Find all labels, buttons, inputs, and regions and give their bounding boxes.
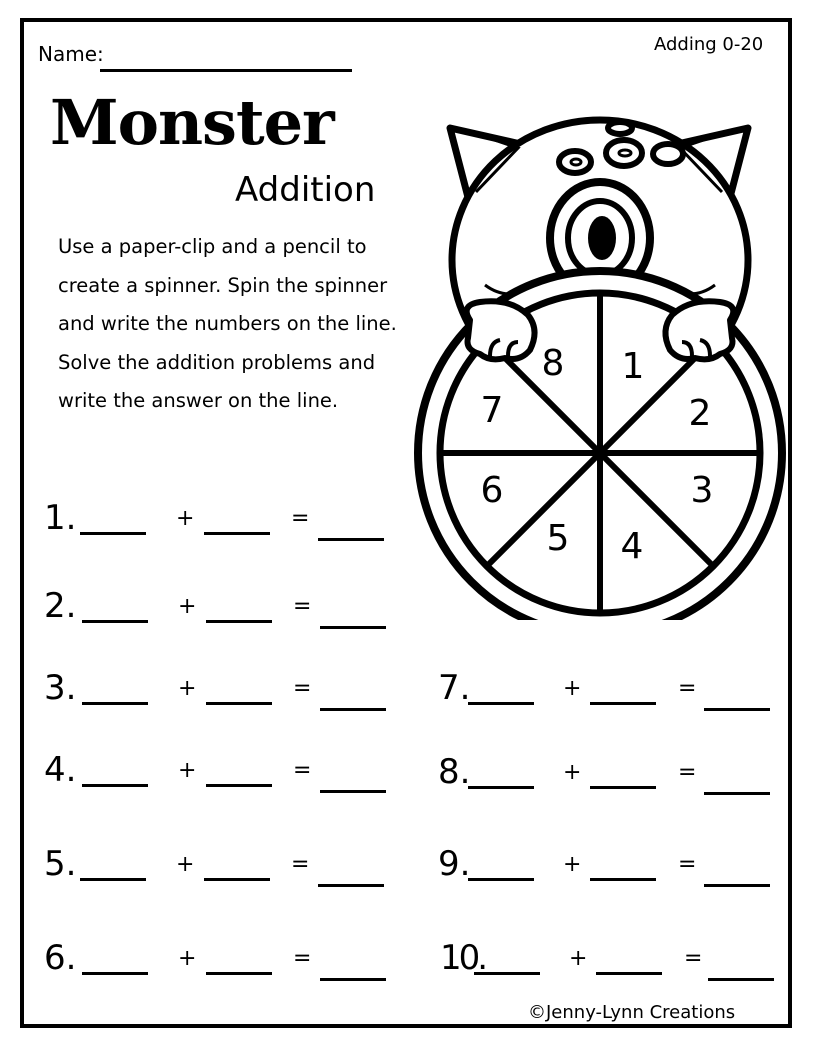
worksheet-title: Monster xyxy=(50,86,334,159)
answer-blank[interactable] xyxy=(318,538,384,541)
answer-blank[interactable] xyxy=(320,708,386,711)
spinner-number: 6 xyxy=(480,470,504,511)
instructions-text: Use a paper-clip and a pencil to create a spinner. Spin the spinner and write the numbers on the line. Solve the addition problems and write the answer on the line. xyxy=(58,235,397,412)
problem-number: 4. xyxy=(44,750,77,790)
addend-blank[interactable] xyxy=(206,972,272,975)
addend-blank[interactable] xyxy=(80,878,146,881)
problem-number: 8. xyxy=(438,752,471,792)
plus-sign: + xyxy=(563,852,582,877)
answer-blank[interactable] xyxy=(704,884,770,887)
addend-blank[interactable] xyxy=(468,786,534,789)
addend-blank[interactable] xyxy=(590,878,656,881)
addend-blank[interactable] xyxy=(596,972,662,975)
spinner-number: 7 xyxy=(480,390,504,431)
name-label: Name: xyxy=(38,42,104,66)
problem-number: 1. xyxy=(44,498,77,538)
equals-sign: = xyxy=(678,760,697,785)
answer-blank[interactable] xyxy=(318,884,384,887)
answer-blank[interactable] xyxy=(704,708,770,711)
name-line[interactable] xyxy=(100,69,352,72)
plus-sign: + xyxy=(178,676,197,701)
addend-blank[interactable] xyxy=(206,784,272,787)
spinner-number: 2 xyxy=(688,393,712,434)
spinner-number: 3 xyxy=(690,470,714,511)
equals-sign: = xyxy=(678,676,697,701)
addend-blank[interactable] xyxy=(590,786,656,789)
copyright-credit: ©Jenny-Lynn Creations xyxy=(528,1002,736,1023)
problem-number: 5. xyxy=(44,844,77,884)
answer-blank[interactable] xyxy=(320,978,386,981)
plus-sign: + xyxy=(178,946,197,971)
equals-sign: = xyxy=(293,594,312,619)
addend-blank[interactable] xyxy=(80,532,146,535)
equals-sign: = xyxy=(678,852,697,877)
answer-blank[interactable] xyxy=(320,790,386,793)
spinner-number: 8 xyxy=(541,343,565,384)
equals-sign: = xyxy=(684,946,703,971)
problem-number: 2. xyxy=(44,586,77,626)
addend-blank[interactable] xyxy=(206,702,272,705)
addend-blank[interactable] xyxy=(82,972,148,975)
problem-number: 9. xyxy=(438,844,471,884)
right-hand-icon xyxy=(665,301,733,359)
addend-blank[interactable] xyxy=(474,972,540,975)
addend-blank[interactable] xyxy=(82,784,148,787)
plus-sign: + xyxy=(178,594,197,619)
equals-sign: = xyxy=(291,506,310,531)
plus-sign: + xyxy=(178,758,197,783)
problem-number: 3. xyxy=(44,668,77,708)
monster-spinner-illustration xyxy=(410,110,790,620)
addend-blank[interactable] xyxy=(82,620,148,623)
plus-sign: + xyxy=(563,676,582,701)
addend-blank[interactable] xyxy=(206,620,272,623)
spinner-number: 4 xyxy=(620,526,644,567)
equals-sign: = xyxy=(293,946,312,971)
plus-sign: + xyxy=(176,506,195,531)
answer-blank[interactable] xyxy=(708,978,774,981)
addend-blank[interactable] xyxy=(204,878,270,881)
addend-blank[interactable] xyxy=(468,702,534,705)
level-label: Adding 0-20 xyxy=(654,34,764,55)
addend-blank[interactable] xyxy=(590,702,656,705)
addend-blank[interactable] xyxy=(468,878,534,881)
problem-number: 6. xyxy=(44,938,77,978)
problem-number: 7. xyxy=(438,668,471,708)
addend-blank[interactable] xyxy=(82,702,148,705)
equals-sign: = xyxy=(291,852,310,877)
answer-blank[interactable] xyxy=(320,626,386,629)
worksheet-subtitle: Addition xyxy=(235,170,376,210)
addend-blank[interactable] xyxy=(204,532,270,535)
plus-sign: + xyxy=(569,946,588,971)
answer-blank[interactable] xyxy=(704,792,770,795)
equals-sign: = xyxy=(293,758,312,783)
plus-sign: + xyxy=(563,760,582,785)
problem-number: 10. xyxy=(440,938,486,978)
left-hand-icon xyxy=(467,301,535,359)
spinner-number: 5 xyxy=(546,518,570,559)
spinner-number: 1 xyxy=(621,346,645,387)
equals-sign: = xyxy=(293,676,312,701)
plus-sign: + xyxy=(176,852,195,877)
